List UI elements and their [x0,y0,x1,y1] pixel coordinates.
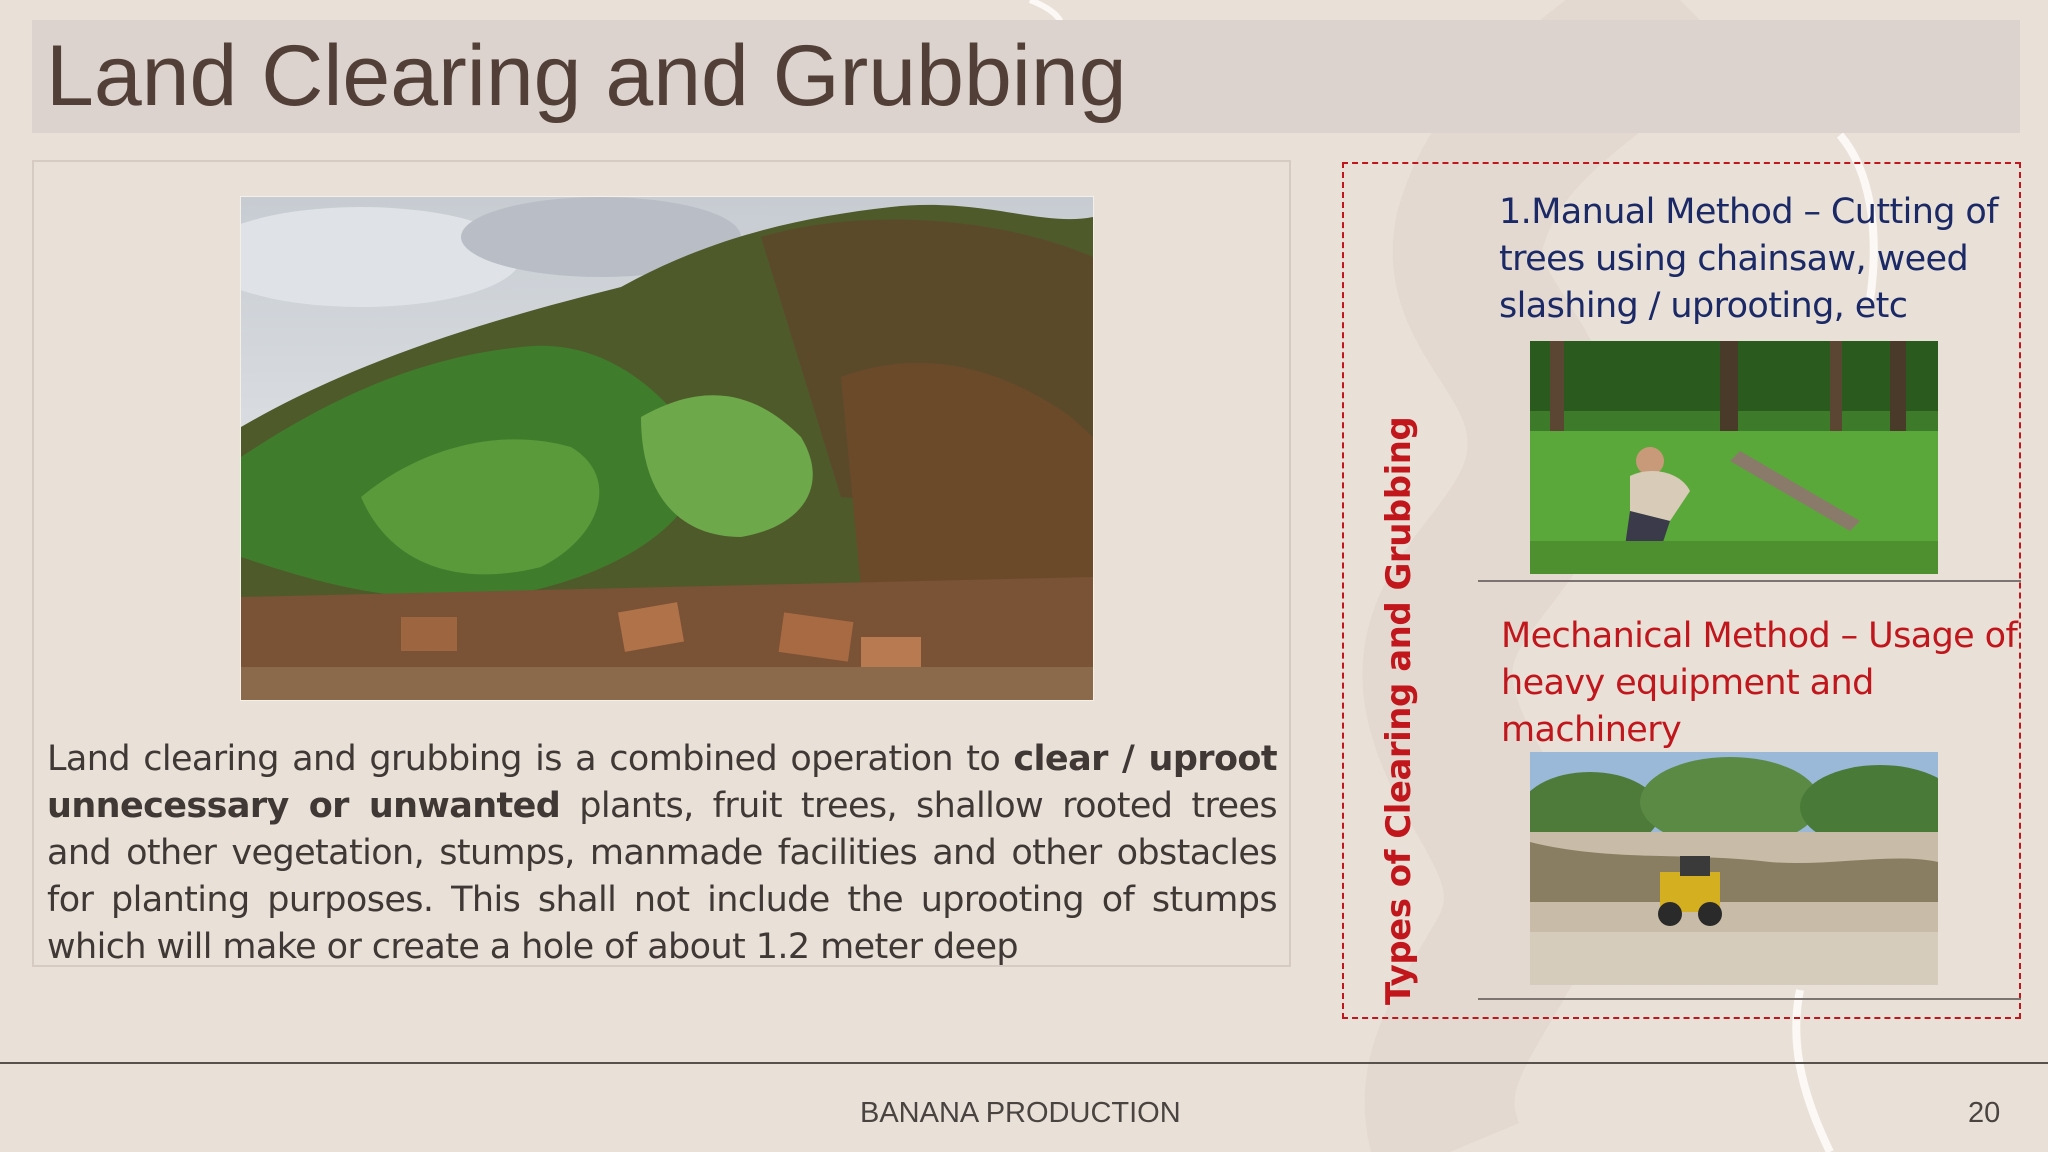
footer-title: BANANA PRODUCTION [860,1097,1181,1129]
description-text: Land clearing and grubbing is a combined operation to clear / uproot unnecessary or unwanted plants, fruit trees, shallow rooted trees and other vegetation, stumps, manmade facilities and other obstacles for planting purposes. This shall not include the uprooting of stumps which will make or create a hole of about 1.2 meter deep [47,739,1277,967]
types-heading: Types of Clearing and Grubbing [1379,416,1419,1005]
mechanical-method-photo [1530,752,1938,985]
method-divider [1478,998,2021,1000]
manual-method-photo [1530,341,1938,574]
method-divider [1478,580,2021,582]
cleared-vegetation-photo [240,196,1094,701]
mechanical-method-text: Mechanical Method – Usage of heavy equipment and machinery [1501,616,2018,750]
slide-title: Land Clearing and Grubbing [46,28,1127,124]
page-number: 20 [1968,1097,2001,1129]
footer-divider [0,1062,2048,1064]
manual-method-text: 1.Manual Method – Cutting of trees using chainsaw, weed slashing / uprooting, etc [1499,192,1998,326]
